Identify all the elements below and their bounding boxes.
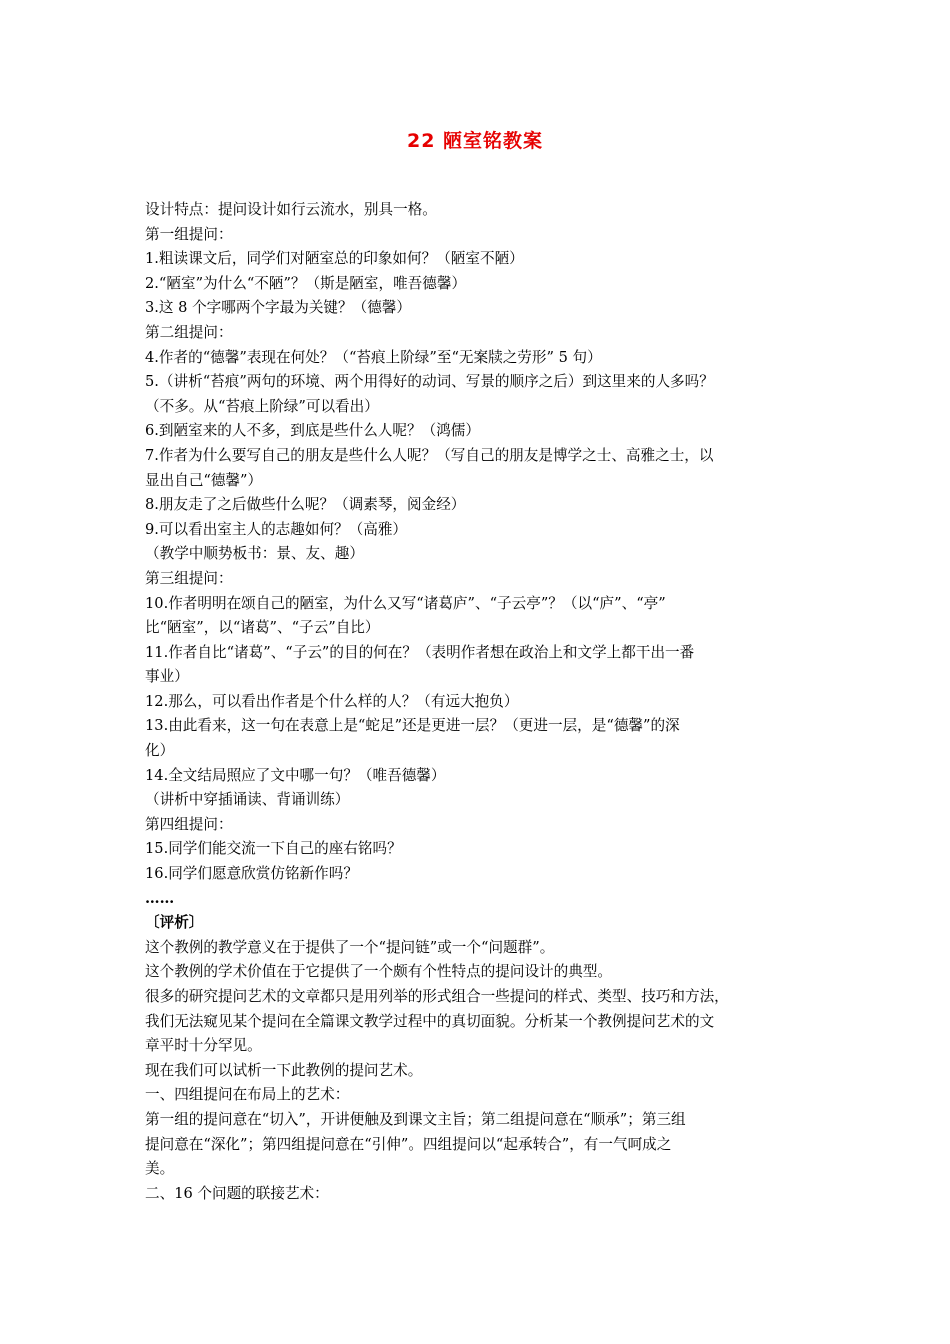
text-line: 二、16 个问题的联接艺术：	[145, 1184, 329, 1202]
text-line: 这个教例的教学意义在于提供了一个“提问链”或一个“问题群”。	[145, 938, 555, 956]
text-line: 15.同学们能交流一下自己的座右铭吗？	[145, 840, 402, 858]
text-line: 13.由此看来，这一句在表意上是“蛇足”还是更进一层？（更进一层，是“德馨”的深	[145, 717, 680, 735]
document-title: 22 陋室铭教案	[406, 130, 544, 152]
text-line: 12.那么，可以看出作者是个什么样的人？（有远大抱负）	[145, 692, 519, 710]
text-line: 第一组提问：	[145, 225, 233, 243]
text-line: 6.到陋室来的人不多，到底是些什么人呢？（鸿儒）	[145, 422, 480, 440]
text-line: 这个教例的学术价值在于它提供了一个颇有个性特点的提问设计的典型。	[145, 963, 613, 981]
text-line: 第二组提问：	[145, 323, 233, 341]
text-line: 章平时十分罕见。	[145, 1037, 262, 1055]
document-body	[145, 198, 815, 1206]
text-line: 8.朋友走了之后做些什么呢？（调素琴，阅金经）	[145, 496, 466, 514]
text-line: 10.作者明明在颂自己的陋室，为什么又写“诸葛庐”、“子云亭”？（以“庐”、“亭”	[145, 594, 666, 612]
text-line: 7.作者为什么要写自己的朋友是些什么人呢？（写自己的朋友是博学之士、高雅之士，以	[145, 446, 714, 464]
text-line: 第三组提问：	[145, 569, 233, 587]
text-line: 3.这 8 个字哪两个字最为关键？（德馨）	[145, 299, 411, 317]
text-line: 现在我们可以试析一下此教例的提问艺术。	[145, 1061, 423, 1079]
text-line: 9.可以看出室主人的志趣如何？（高雅）	[145, 520, 408, 538]
text-line: 化）	[145, 742, 175, 760]
text-line: 4.作者的“德馨”表现在何处？（“苔痕上阶绿”至“无案牍之劳形” 5 句）	[145, 348, 602, 366]
text-line: （教学中顺势板书：景、友、趣）	[145, 545, 364, 563]
text-line: 很多的研究提问艺术的文章都只是用列举的形式组合一些提问的样式、类型、技巧和方法，	[145, 988, 729, 1005]
text-line: 第四组提问：	[145, 815, 233, 833]
text-line: （讲析中穿插诵读、背诵训练）	[145, 791, 350, 809]
text-line: 1.粗读课文后，同学们对陋室总的印象如何？（陋室不陋）	[145, 250, 524, 268]
text-line: 显出自己“德馨”）	[145, 471, 263, 489]
text-line: ……	[145, 889, 175, 907]
text-line: 提问意在“深化”；第四组提问意在“引伸”。四组提问以“起承转合”，有一气呵成之	[145, 1135, 672, 1153]
text-line: 5.（讲析“苔痕”两句的环境、两个用得好的动词、写景的顺序之后）到这里来的人多吗？	[145, 373, 714, 391]
text-line: 11.作者自比“诸葛”、“子云”的目的何在？（表明作者想在政治上和文学上都干出一番	[145, 643, 695, 661]
text-line: 第一组的提问意在“切入”，开讲便触及到课文主旨；第二组提问意在“顺承”；第三组	[145, 1110, 686, 1128]
text-line: 我们无法窥见某个提问在全篇课文教学过程中的真切面貌。分析某一个教例提问艺术的文	[145, 1012, 715, 1030]
text-line: 事业）	[145, 668, 189, 686]
text-line: 一、四组提问在布局上的艺术：	[145, 1086, 350, 1104]
text-line: 比“陋室”，以“诸葛”、“子云”自比）	[145, 619, 380, 637]
text-line: 2.“陋室”为什么“不陋”？（斯是陋室，唯吾德馨）	[145, 274, 467, 292]
text-line: 16.同学们愿意欣赏仿铭新作吗？	[145, 865, 358, 883]
text-line: 美。	[145, 1160, 175, 1178]
text-line: 设计特点：提问设计如行云流水，别具一格。	[145, 201, 437, 218]
text-line: （不多。从“苔痕上阶绿”可以看出）	[145, 397, 379, 415]
text-line: 14.全文结局照应了文中哪一句？（唯吾德馨）	[145, 766, 446, 784]
text-line: 〔评析〕	[145, 914, 204, 932]
